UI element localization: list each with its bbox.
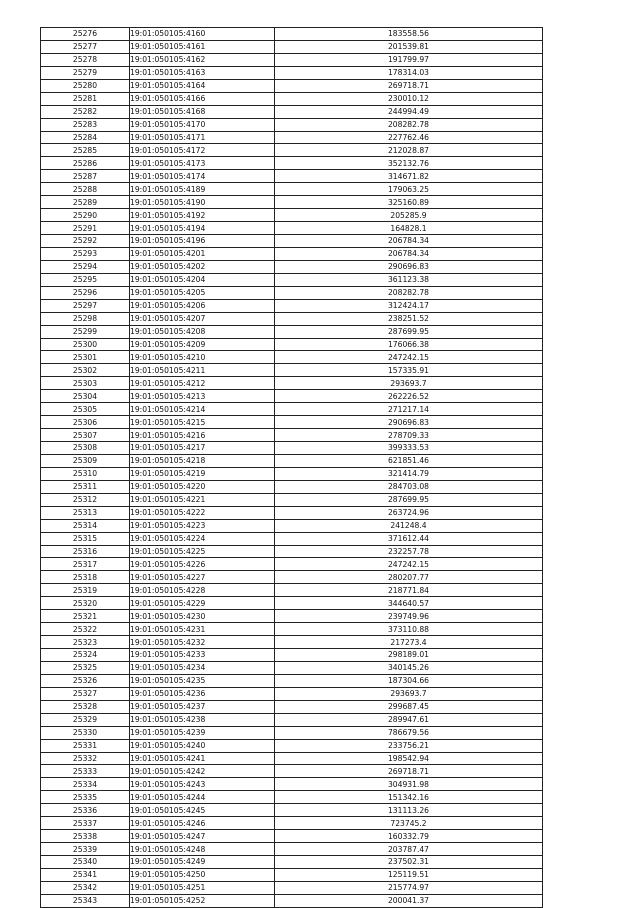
table-row	[41, 726, 543, 739]
cadastral-number-cell: 19:01:050105:4162	[130, 53, 275, 66]
cadastral-number-cell: 19:01:050105:4196	[130, 235, 275, 248]
value-cell: 340145.26	[275, 661, 543, 674]
value-cell: 217273.4	[275, 636, 543, 649]
cadastral-number-cell: 19:01:050105:4161	[130, 40, 275, 53]
cadastral-number-cell: 19:01:050105:4163	[130, 66, 275, 79]
value-cell: 201539.81	[275, 40, 543, 53]
cadastral-number-cell: 19:01:050105:4216	[130, 429, 275, 442]
table-body	[41, 28, 543, 908]
table-row	[41, 584, 543, 597]
table-row	[41, 817, 543, 830]
value-cell: 723745.2	[275, 817, 543, 830]
table-row	[41, 597, 543, 610]
row-number-cell: 25334	[41, 778, 130, 791]
table-row	[41, 623, 543, 636]
row-number-cell: 25323	[41, 636, 130, 649]
value-cell: 325160.89	[275, 196, 543, 209]
value-cell: 164828.1	[275, 222, 543, 235]
value-cell: 187304.66	[275, 674, 543, 687]
table-row	[41, 545, 543, 558]
cadastral-number-cell: 19:01:050105:4166	[130, 92, 275, 105]
table-row	[41, 28, 543, 41]
value-cell: 247242.15	[275, 351, 543, 364]
table-row	[41, 778, 543, 791]
cadastral-number-cell: 19:01:050105:4239	[130, 726, 275, 739]
cadastral-number-cell: 19:01:050105:4224	[130, 532, 275, 545]
value-cell: 157335.91	[275, 364, 543, 377]
cadastral-number-cell: 19:01:050105:4215	[130, 416, 275, 429]
cadastral-number-cell: 19:01:050105:4192	[130, 209, 275, 222]
row-number-cell: 25282	[41, 105, 130, 118]
table-row	[41, 791, 543, 804]
cadastral-number-cell: 19:01:050105:4221	[130, 493, 275, 506]
row-number-cell: 25280	[41, 79, 130, 92]
table-row	[41, 519, 543, 532]
value-cell: 262226.52	[275, 390, 543, 403]
table-row	[41, 170, 543, 183]
cadastral-number-cell: 19:01:050105:4213	[130, 390, 275, 403]
table-row	[41, 558, 543, 571]
cadastral-number-cell: 19:01:050105:4171	[130, 131, 275, 144]
value-cell: 244994.49	[275, 105, 543, 118]
value-cell: 247242.15	[275, 558, 543, 571]
row-number-cell: 25287	[41, 170, 130, 183]
cadastral-number-cell: 19:01:050105:4174	[130, 170, 275, 183]
value-cell: 191799.97	[275, 53, 543, 66]
row-number-cell: 25283	[41, 118, 130, 131]
row-number-cell: 25294	[41, 260, 130, 273]
row-number-cell: 25314	[41, 519, 130, 532]
cadastral-number-cell: 19:01:050105:4168	[130, 105, 275, 118]
row-number-cell: 25339	[41, 843, 130, 856]
value-cell: 212028.87	[275, 144, 543, 157]
cadastral-number-cell: 19:01:050105:4173	[130, 157, 275, 170]
table-row	[41, 364, 543, 377]
row-number-cell: 25342	[41, 881, 130, 894]
value-cell: 160332.79	[275, 830, 543, 843]
row-number-cell: 25310	[41, 467, 130, 480]
cadastral-number-cell: 19:01:050105:4233	[130, 649, 275, 662]
row-number-cell: 25301	[41, 351, 130, 364]
table-row	[41, 687, 543, 700]
cadastral-number-cell: 19:01:050105:4250	[130, 868, 275, 881]
cadastral-number-cell: 19:01:050105:4249	[130, 856, 275, 869]
table-row	[41, 377, 543, 390]
value-cell: 230010.12	[275, 92, 543, 105]
table-row	[41, 183, 543, 196]
row-number-cell: 25286	[41, 157, 130, 170]
table-row	[41, 830, 543, 843]
table-row	[41, 351, 543, 364]
cadastral-number-cell: 19:01:050105:4218	[130, 454, 275, 467]
row-number-cell: 25311	[41, 480, 130, 493]
cadastral-number-cell: 19:01:050105:4245	[130, 804, 275, 817]
row-number-cell: 25285	[41, 144, 130, 157]
row-number-cell: 25338	[41, 830, 130, 843]
value-cell: 203787.47	[275, 843, 543, 856]
value-cell: 293693.7	[275, 377, 543, 390]
row-number-cell: 25279	[41, 66, 130, 79]
table-row	[41, 881, 543, 894]
value-cell: 621851.46	[275, 454, 543, 467]
table-row	[41, 403, 543, 416]
cadastral-number-cell: 19:01:050105:4209	[130, 338, 275, 351]
value-cell: 280207.77	[275, 571, 543, 584]
table-row	[41, 739, 543, 752]
value-cell: 786679.56	[275, 726, 543, 739]
table-row	[41, 92, 543, 105]
row-number-cell: 25309	[41, 454, 130, 467]
cadastral-number-cell: 19:01:050105:4205	[130, 286, 275, 299]
cadastral-value-table	[40, 27, 543, 908]
value-cell: 215774.97	[275, 881, 543, 894]
value-cell: 269718.71	[275, 765, 543, 778]
cadastral-number-cell: 19:01:050105:4214	[130, 403, 275, 416]
row-number-cell: 25318	[41, 571, 130, 584]
cadastral-number-cell: 19:01:050105:4231	[130, 623, 275, 636]
cadastral-number-cell: 19:01:050105:4219	[130, 467, 275, 480]
value-cell: 312424.17	[275, 299, 543, 312]
cadastral-number-cell: 19:01:050105:4170	[130, 118, 275, 131]
cadastral-number-cell: 19:01:050105:4232	[130, 636, 275, 649]
cadastral-number-cell: 19:01:050105:4223	[130, 519, 275, 532]
value-cell: 232257.78	[275, 545, 543, 558]
value-cell: 278709.33	[275, 429, 543, 442]
row-number-cell: 25341	[41, 868, 130, 881]
cadastral-number-cell: 19:01:050105:4235	[130, 674, 275, 687]
row-number-cell: 25330	[41, 726, 130, 739]
cadastral-number-cell: 19:01:050105:4222	[130, 506, 275, 519]
table-row	[41, 273, 543, 286]
cadastral-number-cell: 19:01:050105:4190	[130, 196, 275, 209]
row-number-cell: 25288	[41, 183, 130, 196]
row-number-cell: 25293	[41, 247, 130, 260]
value-cell: 269718.71	[275, 79, 543, 92]
cadastral-number-cell: 19:01:050105:4217	[130, 442, 275, 455]
cadastral-number-cell: 19:01:050105:4189	[130, 183, 275, 196]
value-cell: 183558.56	[275, 28, 543, 41]
table-row	[41, 804, 543, 817]
cadastral-number-cell: 19:01:050105:4212	[130, 377, 275, 390]
table-row	[41, 713, 543, 726]
value-cell: 206784.34	[275, 247, 543, 260]
cadastral-number-cell: 19:01:050105:4204	[130, 273, 275, 286]
value-cell: 284703.08	[275, 480, 543, 493]
table-row	[41, 260, 543, 273]
cadastral-number-cell: 19:01:050105:4236	[130, 687, 275, 700]
value-cell: 344640.57	[275, 597, 543, 610]
value-cell: 241248.4	[275, 519, 543, 532]
value-cell: 227762.46	[275, 131, 543, 144]
value-cell: 290696.83	[275, 416, 543, 429]
table-row	[41, 40, 543, 53]
row-number-cell: 25276	[41, 28, 130, 41]
row-number-cell: 25284	[41, 131, 130, 144]
table-row	[41, 157, 543, 170]
row-number-cell: 25336	[41, 804, 130, 817]
value-cell: 371612.44	[275, 532, 543, 545]
cadastral-number-cell: 19:01:050105:4252	[130, 894, 275, 907]
row-number-cell: 25321	[41, 610, 130, 623]
table-row	[41, 196, 543, 209]
table-row	[41, 636, 543, 649]
table-row	[41, 144, 543, 157]
table-row	[41, 118, 543, 131]
row-number-cell: 25325	[41, 661, 130, 674]
value-cell: 298189.01	[275, 649, 543, 662]
cadastral-number-cell: 19:01:050105:4244	[130, 791, 275, 804]
row-number-cell: 25317	[41, 558, 130, 571]
cadastral-number-cell: 19:01:050105:4241	[130, 752, 275, 765]
table-row	[41, 325, 543, 338]
value-cell: 293693.7	[275, 687, 543, 700]
table-row	[41, 299, 543, 312]
row-number-cell: 25290	[41, 209, 130, 222]
table-row	[41, 454, 543, 467]
value-cell: 314671.82	[275, 170, 543, 183]
cadastral-number-cell: 19:01:050105:4234	[130, 661, 275, 674]
cadastral-number-cell: 19:01:050105:4160	[130, 28, 275, 41]
cadastral-number-cell: 19:01:050105:4247	[130, 830, 275, 843]
table-row	[41, 131, 543, 144]
cadastral-number-cell: 19:01:050105:4225	[130, 545, 275, 558]
row-number-cell: 25305	[41, 403, 130, 416]
value-cell: 263724.96	[275, 506, 543, 519]
table-row	[41, 312, 543, 325]
cadastral-number-cell: 19:01:050105:4229	[130, 597, 275, 610]
cadastral-number-cell: 19:01:050105:4201	[130, 247, 275, 260]
row-number-cell: 25313	[41, 506, 130, 519]
cadastral-number-cell: 19:01:050105:4243	[130, 778, 275, 791]
cadastral-number-cell: 19:01:050105:4227	[130, 571, 275, 584]
value-cell: 179063.25	[275, 183, 543, 196]
row-number-cell: 25278	[41, 53, 130, 66]
row-number-cell: 25296	[41, 286, 130, 299]
row-number-cell: 25328	[41, 700, 130, 713]
value-cell: 208282.78	[275, 286, 543, 299]
cadastral-number-cell: 19:01:050105:4251	[130, 881, 275, 894]
table-row	[41, 868, 543, 881]
row-number-cell: 25329	[41, 713, 130, 726]
row-number-cell: 25332	[41, 752, 130, 765]
row-number-cell: 25335	[41, 791, 130, 804]
cadastral-number-cell: 19:01:050105:4246	[130, 817, 275, 830]
row-number-cell: 25320	[41, 597, 130, 610]
row-number-cell: 25292	[41, 235, 130, 248]
cadastral-number-cell: 19:01:050105:4208	[130, 325, 275, 338]
row-number-cell: 25304	[41, 390, 130, 403]
row-number-cell: 25319	[41, 584, 130, 597]
table-row	[41, 467, 543, 480]
value-cell: 206784.34	[275, 235, 543, 248]
table-row	[41, 235, 543, 248]
row-number-cell: 25277	[41, 40, 130, 53]
table-row	[41, 843, 543, 856]
row-number-cell: 25297	[41, 299, 130, 312]
cadastral-number-cell: 19:01:050105:4230	[130, 610, 275, 623]
row-number-cell: 25308	[41, 442, 130, 455]
row-number-cell: 25331	[41, 739, 130, 752]
table-row	[41, 480, 543, 493]
value-cell: 238251.52	[275, 312, 543, 325]
value-cell: 290696.83	[275, 260, 543, 273]
row-number-cell: 25299	[41, 325, 130, 338]
row-number-cell: 25312	[41, 493, 130, 506]
cadastral-number-cell: 19:01:050105:4207	[130, 312, 275, 325]
cadastral-number-cell: 19:01:050105:4220	[130, 480, 275, 493]
cadastral-number-cell: 19:01:050105:4206	[130, 299, 275, 312]
cadastral-number-cell: 19:01:050105:4242	[130, 765, 275, 778]
cadastral-number-cell: 19:01:050105:4237	[130, 700, 275, 713]
value-cell: 151342.16	[275, 791, 543, 804]
row-number-cell: 25315	[41, 532, 130, 545]
value-cell: 299687.45	[275, 700, 543, 713]
row-number-cell: 25281	[41, 92, 130, 105]
value-cell: 289947.61	[275, 713, 543, 726]
table-row	[41, 661, 543, 674]
cadastral-number-cell: 19:01:050105:4211	[130, 364, 275, 377]
table-row	[41, 856, 543, 869]
value-cell: 200041.37	[275, 894, 543, 907]
cadastral-number-cell: 19:01:050105:4240	[130, 739, 275, 752]
table-row	[41, 416, 543, 429]
value-cell: 125119.51	[275, 868, 543, 881]
table-row	[41, 700, 543, 713]
row-number-cell: 25327	[41, 687, 130, 700]
value-cell: 287699.95	[275, 493, 543, 506]
value-cell: 361123.38	[275, 273, 543, 286]
row-number-cell: 25324	[41, 649, 130, 662]
row-number-cell: 25302	[41, 364, 130, 377]
row-number-cell: 25291	[41, 222, 130, 235]
value-cell: 233756.21	[275, 739, 543, 752]
value-cell: 304931.98	[275, 778, 543, 791]
table-row	[41, 66, 543, 79]
value-cell: 176066.38	[275, 338, 543, 351]
table-row	[41, 209, 543, 222]
table-row	[41, 390, 543, 403]
cadastral-number-cell: 19:01:050105:4194	[130, 222, 275, 235]
cadastral-number-cell: 19:01:050105:4172	[130, 144, 275, 157]
table-row	[41, 493, 543, 506]
table-row	[41, 894, 543, 907]
table-row	[41, 53, 543, 66]
cadastral-number-cell: 19:01:050105:4164	[130, 79, 275, 92]
cadastral-number-cell: 19:01:050105:4226	[130, 558, 275, 571]
value-cell: 205285.9	[275, 209, 543, 222]
table-row	[41, 429, 543, 442]
table-row	[41, 247, 543, 260]
table-row	[41, 222, 543, 235]
table-row	[41, 532, 543, 545]
table-row	[41, 338, 543, 351]
table-row	[41, 571, 543, 584]
value-cell: 399333.53	[275, 442, 543, 455]
row-number-cell: 25326	[41, 674, 130, 687]
value-cell: 321414.79	[275, 467, 543, 480]
cadastral-number-cell: 19:01:050105:4238	[130, 713, 275, 726]
row-number-cell: 25316	[41, 545, 130, 558]
cadastral-number-cell: 19:01:050105:4248	[130, 843, 275, 856]
table-row	[41, 752, 543, 765]
value-cell: 198542.94	[275, 752, 543, 765]
row-number-cell: 25340	[41, 856, 130, 869]
row-number-cell: 25343	[41, 894, 130, 907]
table-row	[41, 765, 543, 778]
table-row	[41, 286, 543, 299]
row-number-cell: 25298	[41, 312, 130, 325]
value-cell: 352132.76	[275, 157, 543, 170]
cadastral-number-cell: 19:01:050105:4202	[130, 260, 275, 273]
row-number-cell: 25303	[41, 377, 130, 390]
table-row	[41, 442, 543, 455]
value-cell: 271217.14	[275, 403, 543, 416]
row-number-cell: 25289	[41, 196, 130, 209]
table-row	[41, 105, 543, 118]
value-cell: 373110.88	[275, 623, 543, 636]
value-cell: 178314.03	[275, 66, 543, 79]
value-cell: 287699.95	[275, 325, 543, 338]
value-cell: 218771.84	[275, 584, 543, 597]
cadastral-number-cell: 19:01:050105:4228	[130, 584, 275, 597]
cadastral-number-cell: 19:01:050105:4210	[130, 351, 275, 364]
row-number-cell: 25295	[41, 273, 130, 286]
row-number-cell: 25307	[41, 429, 130, 442]
row-number-cell: 25300	[41, 338, 130, 351]
table-row	[41, 79, 543, 92]
table-row	[41, 610, 543, 623]
table-row	[41, 674, 543, 687]
value-cell: 131113.26	[275, 804, 543, 817]
row-number-cell: 25333	[41, 765, 130, 778]
value-cell: 239749.96	[275, 610, 543, 623]
value-cell: 208282.78	[275, 118, 543, 131]
table-row	[41, 506, 543, 519]
row-number-cell: 25322	[41, 623, 130, 636]
value-cell: 237502.31	[275, 856, 543, 869]
row-number-cell: 25306	[41, 416, 130, 429]
table-row	[41, 649, 543, 662]
row-number-cell: 25337	[41, 817, 130, 830]
